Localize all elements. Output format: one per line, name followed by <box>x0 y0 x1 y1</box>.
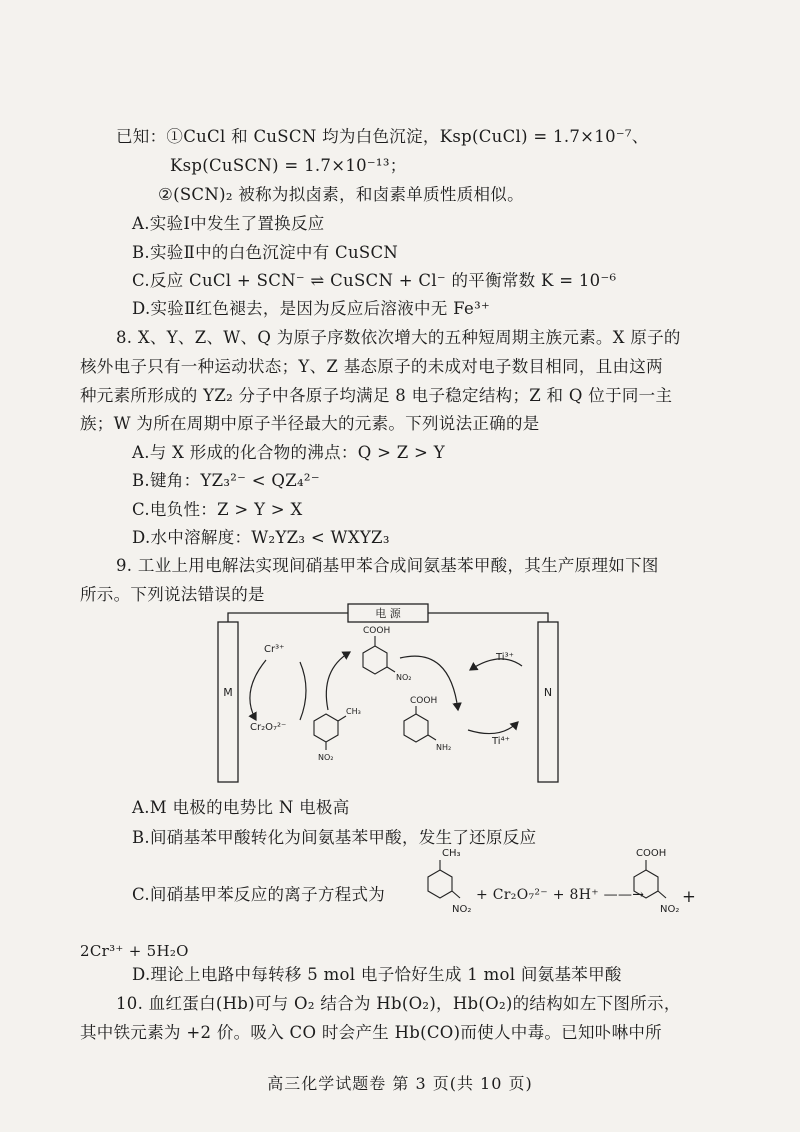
known-intro: 已知：①CuCl 和 CuSCN 均为白色沉淀， <box>116 127 440 146</box>
q8-stem-2: 核外电子只有一种运动状态；Y、Z 基态原子的未成对电子数目相同，且由这两 <box>80 357 663 376</box>
q9-option-d: D.理论上电路中每转移 5 mol 电子恰好生成 1 mol 间氨基苯甲酸 <box>132 965 622 984</box>
ion-cr3: Cr³⁺ <box>264 644 285 655</box>
electrode-m <box>218 622 238 782</box>
q8-option-d: D.水中溶解度：W₂YZ₃ < WXYZ₃ <box>132 528 390 547</box>
q8-stem-3: 种元素所形成的 YZ₂ 分子中各原子均满足 8 电子稳定结构；Z 和 Q 位于同一主 <box>80 386 673 405</box>
q8-option-b: B.键角：YZ₃²⁻ < QZ₄²⁻ <box>132 471 320 490</box>
known-line-1 <box>116 126 649 148</box>
equation-plus: + <box>682 887 697 906</box>
electrolysis-diagram <box>200 600 580 790</box>
known-line-3: ②(SCN)₂ 被称为拟卤素，和卤素单质性质相似。 <box>158 185 524 204</box>
q9-option-c: C.间硝基甲苯反应的离子方程式为 <box>132 885 386 904</box>
ion-cr2o7: Cr₂O₇²⁻ <box>250 722 287 733</box>
m-nitrotoluene <box>314 707 361 762</box>
arrow-cr-left <box>250 660 266 720</box>
q9-option-a: A.M 电极的电势比 N 电极高 <box>132 798 350 817</box>
svg-text:NO₂: NO₂ <box>318 753 334 762</box>
wire-right <box>428 613 548 622</box>
svg-text:NO₂: NO₂ <box>452 904 472 915</box>
q9-stem-1: 9. 工业上用电解法实现间硝基甲苯合成间氨基苯甲酸，其生产原理如下图 <box>116 556 659 575</box>
q7-option-c: C.反应 CuCl + SCN⁻ ⇌ CuSCN + Cl⁻ 的平衡常数 K = 10⁻⁶ <box>132 271 617 290</box>
q8-stem-4: 族；W 为所在周期中原子半径最大的元素。下列说法正确的是 <box>80 414 540 433</box>
svg-text:CH₃: CH₃ <box>442 848 461 859</box>
q8-option-c: C.电负性：Z > Y > X <box>132 500 303 519</box>
ion-ti4: Ti⁴⁺ <box>492 736 510 747</box>
equation-middle: + Cr₂O₇²⁻ + 8H⁺ ——→ <box>476 887 645 903</box>
ion-ti3: Ti³⁺ <box>496 652 514 663</box>
wire-left <box>228 613 348 622</box>
equation-tail: 2Cr³⁺ + 5H₂O <box>80 942 189 960</box>
q9-stem-2: 所示。下列说法错误的是 <box>80 585 265 604</box>
q9-option-b: B.间硝基苯甲酸转化为间氨基苯甲酸，发生了还原反应 <box>132 828 537 847</box>
svg-text:COOH: COOH <box>363 626 391 636</box>
q7-option-d: D.实验Ⅱ红色褪去，是因为反应后溶液中无 Fe³⁺ <box>132 299 490 318</box>
svg-text:CH₃: CH₃ <box>346 707 361 716</box>
m-aminobenzoic-acid <box>404 696 451 752</box>
q8-stem-1: 8. X、Y、Z、W、Q 为原子序数依次增大的五种短周期主族元素。X 原子的 <box>116 328 681 347</box>
ksp-cucl: Ksp(CuCl) = 1.7×10⁻⁷、 <box>439 127 649 146</box>
svg-text:NH₂: NH₂ <box>436 743 452 752</box>
svg-text:COOH: COOH <box>636 848 667 859</box>
arrow-cr-right <box>300 662 306 720</box>
q7-option-a: A.实验Ⅰ中发生了置换反应 <box>132 214 325 233</box>
electrode-m-label: M <box>223 686 233 699</box>
power-supply-label: 电 源 <box>375 607 401 620</box>
svg-text:NO₂: NO₂ <box>660 904 680 915</box>
q10-line-2: 其中铁元素为 +2 价。吸入 CO 时会产生 Hb(CO)而使人中毒。已知卟啉中所 <box>80 1023 662 1042</box>
known-line-2: Ksp(CuSCN) = 1.7×10⁻¹³； <box>170 156 407 175</box>
page-footer: 高三化学试题卷 第 3 页(共 10 页) <box>267 1074 533 1093</box>
arrow-oxidation <box>326 652 350 710</box>
q8-option-a: A.与 X 形成的化合物的沸点：Q > Z > Y <box>132 443 445 462</box>
equation-nitrotoluene <box>418 842 478 932</box>
q10-line-1: 10. 血红蛋白(Hb)可与 O₂ 结合为 Hb(O₂)，Hb(O₂)的结构如左下图所示， <box>116 994 681 1013</box>
arrow-ti-cycle <box>468 722 518 734</box>
m-nitrobenzoic-acid <box>363 626 412 682</box>
svg-text:COOH: COOH <box>410 696 438 706</box>
q7-option-b: B.实验Ⅱ中的白色沉淀中有 CuSCN <box>132 243 399 262</box>
svg-text:NO₂: NO₂ <box>396 673 412 682</box>
electrode-n-label: N <box>543 686 553 699</box>
electrode-n <box>538 622 558 782</box>
